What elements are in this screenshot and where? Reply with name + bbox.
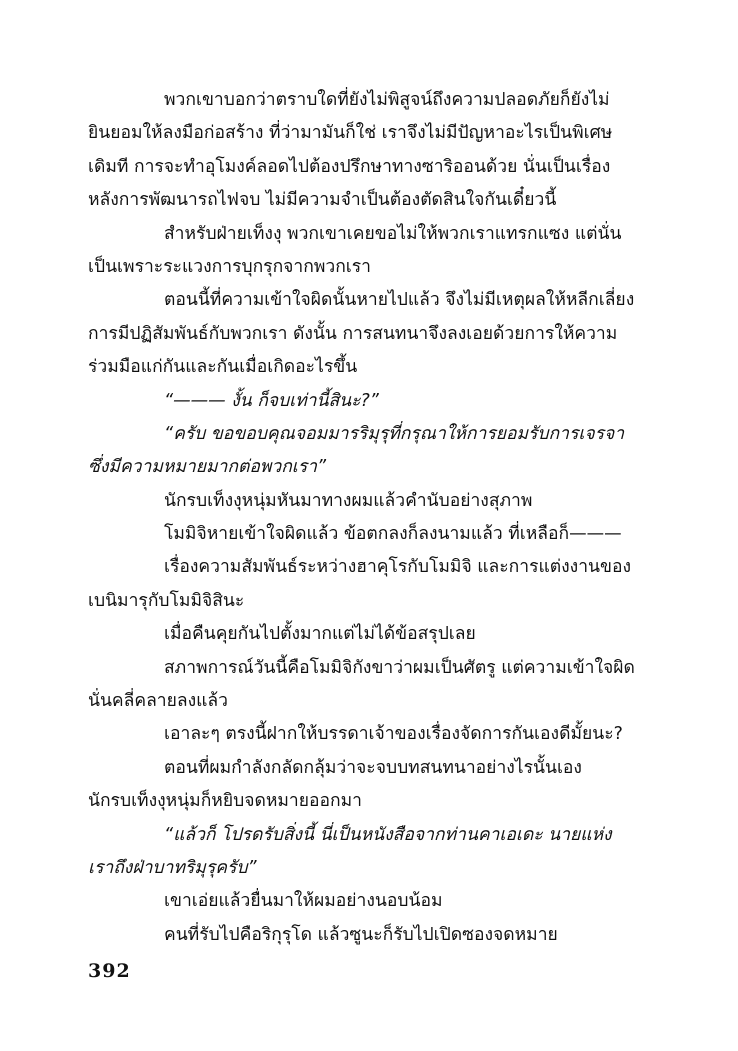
text-line: เรื่องความสัมพันธ์ระหว่างฮาคุโรกับโมมิจิ และการแต่งงานของ — [164, 557, 632, 578]
text-line: ยินยอมให้ลงมือก่อสร้าง ที่ว่ามามันก็ใช่ เราจึงไม่มีปัญหาอะไรเป็นพิเศษ — [88, 123, 613, 144]
text-line: คนที่รับไปคือริกุรุโด แล้วซูนะก็รับไปเปิดซองจดหมาย — [164, 924, 558, 945]
text-line: หลังการพัฒนารถไฟจบ ไม่มีความจำเป็นต้องตัดสินใจกันเดี๋ยวนี้ — [88, 190, 557, 211]
body-text — [88, 84, 652, 952]
text-line: ตอนนี้ที่ความเข้าใจผิดนั้นหายไปแล้ว จึงไม่มีเหตุผลให้หลีกเลี่ยง — [164, 290, 635, 311]
text-line: นั่นคลี่คลายลงแล้ว — [88, 691, 228, 712]
text-line: โมมิจิหายเข้าใจผิดแล้ว ข้อตกลงก็ลงนามแล้ว ที่เหลือก็——— — [164, 524, 622, 545]
dialogue-line: เราถึงฝ่าบาทริมุรุครับ” — [88, 857, 257, 878]
text-line: การมีปฏิสัมพันธ์กับพวกเรา ดังนั้น การสนทนาจึงลงเอยด้วยการให้ความ — [88, 323, 618, 344]
text-line: ร่วมมือแก่กันและกันเมื่อเกิดอะไรขึ้น — [88, 357, 358, 378]
text-line: สภาพการณ์วันนี้คือโมมิจิกังขาว่าผมเป็นศัตรู แต่ความเข้าใจผิด — [164, 657, 635, 678]
dialogue-line: “แล้วก็ โปรดรับสิ่งนี้ นี่เป็นหนังสือจากท่านคาเอเดะ นายแห่ง — [164, 824, 612, 845]
text-line: เบนิมารุกับโมมิจิสินะ — [88, 590, 245, 611]
dialogue-line: “ครับ ขอขอบคุณจอมมารริมุรุที่กรุณาให้การยอมรับการเจรจา — [164, 423, 625, 444]
text-line: เอาละๆ ตรงนี้ฝากให้บรรดาเจ้าของเรื่องจัดการกันเองดีมั้ยนะ? — [164, 724, 623, 745]
dialogue-line: ซึ่งมีความหมายมากต่อพวกเรา” — [88, 457, 327, 478]
text-line: เดิมที การจะทำอุโมงค์ลอดไปต้องปรึกษาทางซาริออนด้วย นั่นเป็นเรื่อง — [88, 156, 611, 177]
text-line: นักรบเท็งงุหนุ่มหันมาทางผมแล้วคำนับอย่างสุภาพ — [164, 490, 533, 511]
text-line: เมื่อคืนคุยกันไปตั้งมากแต่ไม่ได้ข้อสรุปเลย — [164, 624, 476, 645]
text-line: ตอนที่ผมกำลังกลัดกลุ้มว่าจะจบบทสนทนาอย่างไรนั้นเอง — [164, 757, 582, 778]
text-line: พวกเขาบอกว่าตราบใดที่ยังไม่พิสูจน์ถึงความปลอดภัยก็ยังไม่ — [164, 90, 610, 110]
dialogue-line: “——— งั้น ก็จบเท่านี้สินะ?” — [164, 390, 379, 411]
text-line: นักรบเท็งงุหนุ่มก็หยิบจดหมายออกมา — [88, 791, 362, 812]
page-number: 392 — [88, 960, 131, 982]
text-line: สำหรับฝ่ายเท็งงุ พวกเขาเคยขอไม่ให้พวกเราแทรกแซง แต่นั่น — [164, 223, 622, 244]
text-line: เขาเอ่ยแล้วยื่นมาให้ผมอย่างนอบน้อม — [164, 891, 443, 912]
text-line: เป็นเพราะระแวงการบุกรุกจากพวกเรา — [88, 256, 372, 277]
